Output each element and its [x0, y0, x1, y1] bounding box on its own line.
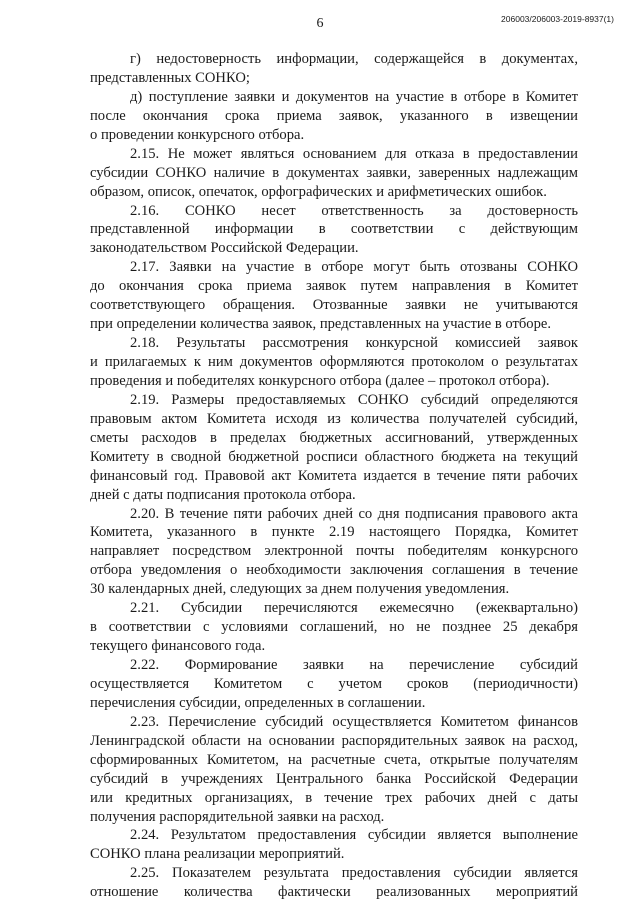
- document-body: [90, 50, 578, 902]
- paragraph-line: отбора уведомления о необходимости заключения соглашения в течение: [90, 562, 578, 579]
- paragraph-line: сформированных Комитетом, на расчетные счета, открытые получателям: [90, 751, 578, 768]
- paragraph-line: г) недостоверность информации, содержащейся в документах,: [130, 51, 578, 67]
- paragraph: [90, 88, 578, 145]
- document-code: 206003/206003-2019-8937(1): [501, 14, 614, 24]
- paragraph-line: 2.22. Формирование заявки на перечисление субсидий: [130, 657, 578, 673]
- paragraph-line: 2.21. Субсидии перечисляются ежемесячно (ежеквартально): [130, 600, 578, 617]
- paragraph: [90, 505, 578, 600]
- paragraph-line: отношение количества фактически реализованных мероприятий: [90, 884, 578, 901]
- paragraph-line: финансовый год. Правовой акт Комитета издается в течение пяти рабочих: [90, 467, 578, 484]
- paragraph: [90, 713, 578, 827]
- paragraph-line: правовым актом Комитета исходя из количества получателей субсидий,: [90, 410, 578, 427]
- paragraph-line: 2.15. Не может являться основанием для отказа в предоставлении: [130, 145, 578, 162]
- paragraph: [90, 391, 578, 505]
- paragraph-line: 2.23. Перечисление субсидий осуществляется Комитетом финансов: [130, 713, 578, 730]
- paragraph-line: субсидии СОНКО наличие в документах заявки, заверенных надлежащим: [90, 164, 578, 181]
- paragraph-line: субсидий в учреждениях Центрального банка Российской Федерации: [90, 770, 578, 787]
- paragraph: [90, 202, 578, 259]
- paragraph-line: в соответствии с условиями соглашений, но не позднее 25 декабря: [90, 619, 578, 636]
- paragraph-line: представленных СОНКО;: [90, 69, 250, 86]
- paragraph: [90, 50, 578, 88]
- paragraph-line: дней с даты подписания протокола отбора.: [90, 486, 356, 503]
- paragraph-line: СОНКО плана реализации мероприятий.: [90, 846, 345, 863]
- paragraph-line: Ленинградской области на основании распорядительных заявок на расход,: [90, 732, 578, 749]
- paragraph-line: направляет посредством электронной почты победителям конкурсного: [90, 543, 578, 560]
- paragraph: [90, 145, 578, 202]
- paragraph-line: 30 календарных дней, следующих за днем получения уведомления.: [90, 581, 510, 598]
- paragraph-line: Комитету в сводной бюджетной росписи областного бюджета на текущий: [90, 448, 578, 465]
- paragraph-line: о проведении конкурсного отбора.: [90, 126, 305, 143]
- paragraph-line: соответствующего обращения. Отозванные заявки не учитываются: [90, 297, 578, 314]
- paragraph-line: сметы расходов в пределах бюджетных ассигнований, утвержденных: [90, 429, 578, 446]
- paragraph-line: 2.16. СОНКО несет ответственность за достоверность: [130, 202, 578, 219]
- paragraph-line: до окончания срока приема заявок путем направления в Комитет: [90, 278, 578, 295]
- paragraph-line: 2.20. В течение пяти рабочих дней со дня подписания правового акта: [130, 505, 578, 522]
- paragraph-line: 2.19. Размеры предоставляемых СОНКО субсидий определяются: [130, 391, 578, 408]
- paragraph-line: или кредитных организациях, в течение трех рабочих дней с даты: [90, 789, 578, 806]
- page-number: 6: [316, 16, 324, 31]
- paragraph: [90, 826, 578, 864]
- paragraph-line: д) поступление заявки и документов на участие в отборе в Комитет: [130, 88, 578, 105]
- paragraph-line: текущего финансового года.: [90, 638, 266, 655]
- paragraph: [90, 334, 578, 391]
- paragraph-line: получения распорядительной заявки на расход.: [90, 808, 385, 825]
- paragraph-line: 2.25. Показателем результата предоставления субсидии является: [130, 865, 578, 882]
- paragraph-line: проведения и победителях конкурсного отбора (далее – протокол отбора).: [90, 372, 550, 389]
- paragraph-line: 2.18. Результаты рассмотрения конкурсной комиссией заявок: [130, 335, 578, 352]
- paragraph: [90, 656, 578, 713]
- paragraph-line: и прилагаемых к ним документов оформляются протоколом о результатах: [90, 354, 578, 370]
- paragraph-line: Комитета, указанного в пункте 2.19 настоящего Порядка, Комитет: [90, 524, 578, 541]
- paragraph: [90, 599, 578, 656]
- paragraph: [90, 864, 578, 902]
- paragraph-line: 2.17. Заявки на участие в отборе могут быть отозваны СОНКО: [130, 259, 578, 276]
- paragraph-line: при определении количества заявок, представленных на участие в отборе.: [90, 316, 551, 333]
- paragraph-line: перечисления субсидии, определенных в соглашении.: [90, 694, 426, 711]
- paragraph: [90, 258, 578, 334]
- paragraph-line: осуществляется Комитетом с учетом сроков (периодичности): [90, 675, 578, 692]
- paragraph-line: 2.24. Результатом предоставления субсидии является выполнение: [130, 827, 578, 844]
- paragraph-line: образом, описок, опечаток, орфографических и арифметических ошибок.: [90, 183, 547, 200]
- paragraph-line: законодательством Российской Федерации.: [90, 240, 359, 257]
- paragraph-line: после окончания срока приема заявок, указанного в извещении: [90, 107, 578, 124]
- paragraph-line: представленной информации в соответствии с действующим: [90, 221, 578, 238]
